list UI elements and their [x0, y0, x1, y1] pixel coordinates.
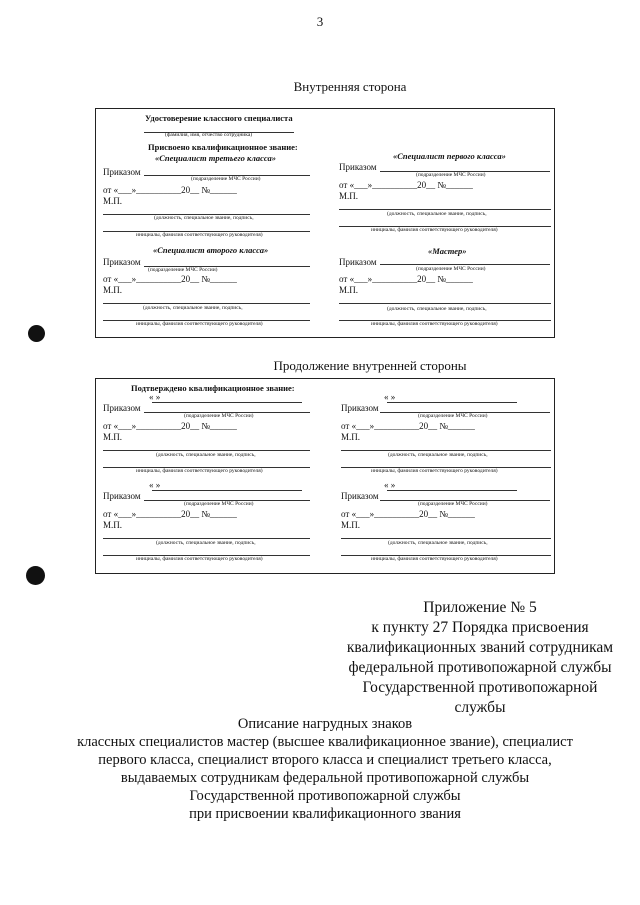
signature-line — [103, 538, 310, 539]
punch-hole-mark — [28, 325, 45, 342]
rank-second-class: «Специалист второго класса» — [153, 245, 269, 255]
order-date-line: от «___»__________20__ №______ — [341, 509, 475, 519]
appendix-reference: службы — [454, 699, 506, 716]
order-label: Приказом — [341, 403, 379, 413]
rank-blank-line — [152, 402, 302, 403]
initials-caption: инициалы, фамилия соответствующего руководителя) — [371, 468, 498, 474]
description-title: Описание нагрудных знаков — [237, 716, 413, 732]
signature-line — [339, 303, 551, 304]
order-label: Приказом — [339, 257, 377, 267]
rank-blank-line — [387, 402, 517, 403]
stamp-place: М.П. — [341, 520, 361, 530]
division-caption: (подразделение МЧС России) — [418, 413, 488, 419]
position-caption: (должность, специальное звание, подпись, — [156, 540, 256, 546]
stamp-place: М.П. — [103, 432, 123, 442]
rank-quote-blank: « » — [384, 392, 396, 402]
description-line: Государственной противопожарной службы — [189, 788, 461, 804]
order-label: Приказом — [103, 403, 141, 413]
order-date-line: от «___»__________20__ №______ — [339, 180, 473, 190]
punch-hole-mark — [26, 566, 45, 585]
fio-caption: (фамилия, имя, отчество сотрудника) — [165, 132, 253, 138]
appendix-reference: федеральной противопожарной службы — [348, 659, 612, 676]
order-date-line: от «___»__________20__ №______ — [339, 274, 473, 284]
position-caption: (должность, специальное звание, подпись, — [143, 305, 243, 311]
rank-quote-blank: « » — [149, 480, 161, 490]
rank-master: «Мастер» — [428, 246, 467, 256]
appendix-number: Приложение № 5 — [423, 599, 537, 616]
division-caption: (подразделение МЧС России) — [416, 172, 486, 178]
initials-caption: инициалы, фамилия соответствующего руководителя) — [136, 321, 263, 327]
order-date-line: от «___»__________20__ №______ — [103, 185, 237, 195]
position-caption: (должность, специальное звание, подпись, — [388, 452, 488, 458]
inner-side-title: Внутренняя сторона — [293, 79, 407, 94]
initials-caption: инициалы, фамилия соответствующего руководителя) — [371, 321, 498, 327]
description-line: первого класса, специалист второго класса и специалист третьего класса, — [98, 752, 552, 768]
stamp-place: М.П. — [339, 191, 359, 201]
appendix-reference: к пункту 27 Порядка присвоения — [371, 619, 589, 636]
stamp-place: М.П. — [103, 520, 123, 530]
page-number: 3 — [316, 14, 324, 29]
initials-caption: инициалы, фамилия соответствующего руководителя) — [371, 556, 498, 562]
stamp-place: М.П. — [103, 196, 123, 206]
order-date-line: от «___»__________20__ №______ — [103, 274, 237, 284]
stamp-place: М.П. — [341, 432, 361, 442]
division-caption: (подразделение МЧС России) — [418, 501, 488, 507]
inner-side-form — [95, 108, 555, 338]
position-caption: (должность, специальное звание, подпись, — [388, 540, 488, 546]
signature-line — [341, 450, 551, 451]
division-caption: (подразделение МЧС России) — [416, 266, 486, 272]
division-caption: (подразделение МЧС России) — [184, 501, 254, 507]
signature-line — [341, 538, 551, 539]
order-date-line: от «___»__________20__ №______ — [103, 509, 237, 519]
description-line: при присвоении квалификационного звания — [189, 806, 461, 822]
appendix-reference: квалификационных званий сотрудникам — [346, 639, 614, 656]
inner-continuation-title: Продолжение внутренней стороны — [273, 358, 467, 373]
order-label: Приказом — [103, 491, 141, 501]
initials-caption: инициалы, фамилия соответствующего руководителя) — [136, 556, 263, 562]
description-block — [40, 715, 610, 823]
order-line — [380, 264, 550, 265]
initials-caption: инициалы, фамилия соответствующего руководителя) — [136, 468, 263, 474]
confirmed-title: Подтверждено квалификационное звание: — [131, 383, 295, 393]
division-caption: (подразделение МЧС России) — [148, 267, 218, 273]
division-caption: (подразделение МЧС России) — [184, 413, 254, 419]
inner-continuation-form — [95, 378, 555, 574]
order-label: Приказом — [339, 162, 377, 172]
rank-first-class: «Специалист первого класса» — [393, 151, 506, 161]
stamp-place: М.П. — [339, 285, 359, 295]
certificate-title: Удостоверение классного специалиста — [145, 113, 293, 123]
description-line: выдаваемых сотрудникам федеральной противопожарной службы — [120, 770, 530, 786]
position-caption: (должность, специальное звание, подпись, — [156, 452, 256, 458]
signature-line — [103, 450, 310, 451]
position-caption: (должность, специальное звание, подпись, — [154, 215, 254, 221]
appendix-reference: Государственной противопожарной — [362, 679, 598, 696]
rank-blank-line — [152, 490, 302, 491]
assigned-title: Присвоено квалификационное звание: — [148, 142, 298, 152]
order-label: Приказом — [103, 167, 141, 177]
description-line: классных специалистов мастер (высшее квалификационное звание), специалист — [77, 734, 573, 750]
stamp-place: М.П. — [103, 285, 123, 295]
division-caption: (подразделение МЧС России) — [191, 176, 261, 182]
rank-third-class: «Специалист третьего класса» — [155, 153, 276, 163]
rank-quote-blank: « » — [384, 480, 396, 490]
order-label: Приказом — [341, 491, 379, 501]
order-date-line: от «___»__________20__ №______ — [103, 421, 237, 431]
signature-line — [339, 209, 551, 210]
position-caption: (должность, специальное звание, подпись, — [387, 211, 487, 217]
initials-caption: инициалы, фамилия соответствующего руководителя) — [371, 227, 498, 233]
order-label: Приказом — [103, 257, 141, 267]
position-caption: (должность, специальное звание, подпись, — [387, 306, 487, 312]
rank-blank-line — [387, 490, 517, 491]
signature-line — [103, 303, 310, 304]
rank-quote-blank: « » — [149, 392, 161, 402]
initials-caption: инициалы, фамилия соответствующего руководителя) — [136, 232, 263, 238]
appendix-header — [330, 598, 630, 718]
order-date-line: от «___»__________20__ №______ — [341, 421, 475, 431]
